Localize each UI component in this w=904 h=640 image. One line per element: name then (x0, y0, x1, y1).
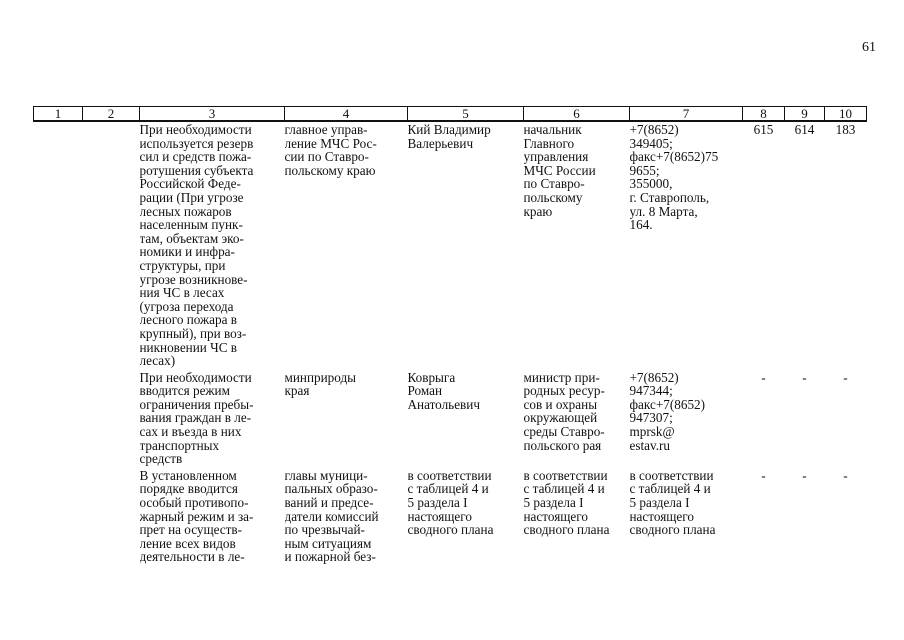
measure-cell: При необходимости используется резерв сил и средств пожа- ротушения субъекта Российской Феде- рации (При угрозе лесных пожаров населенным пунк- там, объектам эко- номики и инфра- структуры, при угрозе возникнове- ния ЧС в лесах (угроза перехода лесного пожара в крупный), при воз- никновении ЧС в лесах) (139, 122, 254, 369)
measure-cell: При необходимости вводится режим ограничения пребы- вания граждан в ле- сах и въезда в них транспортных средств (139, 369, 254, 467)
position-cell: начальник Главного управления МЧС России по Ставро- польскому краю (523, 122, 596, 219)
position-cell: министр при- родных ресур- сов и охраны окружающей среды Ставро- польского рая (523, 369, 605, 453)
count-cell-8: - (761, 467, 766, 483)
organization-cell: минприроды края (284, 369, 357, 399)
count-cell-8: 615 (753, 122, 774, 137)
table-row (34, 468, 867, 566)
count-cell-9: 614 (794, 122, 815, 137)
contacts-cell: +7(8652) 947344; факс+7(8652) 947307; mprsk@ estav.ru (629, 369, 706, 453)
column-header: 9 (785, 107, 825, 122)
count-cell-9: - (802, 467, 807, 483)
column-header: 10 (825, 107, 867, 122)
column-header: 3 (140, 107, 285, 122)
count-cell-10: - (843, 369, 848, 385)
responsible-person-cell: в соответствии с таблицей 4 и 5 раздела I настоящего сводного плана (407, 467, 494, 538)
column-header: 6 (524, 107, 630, 122)
column-header: 4 (285, 107, 408, 122)
header-row (34, 107, 867, 122)
column-header: 7 (630, 107, 743, 122)
measure-cell: В установленном порядке вводится особый противопо- жарный режим и за- прет на осуществ- ление всех видов деятельности в ле- (139, 467, 254, 565)
organization-cell: главы муници- пальных образо- ваний и предсе- датели комиссий по чрезвычай- ным ситуациям и пожарной без- (284, 467, 379, 565)
contacts-cell: в соответствии с таблицей 4 и 5 раздела I настоящего сводного плана (629, 467, 716, 538)
table-row (34, 370, 867, 468)
page-number: 61 (862, 40, 876, 55)
count-cell-10: 183 (835, 122, 856, 137)
responsible-person-cell: Кий Владимир Валерьевич (407, 122, 491, 151)
count-cell-10: - (843, 467, 848, 483)
column-header: 8 (743, 107, 785, 122)
column-header: 2 (83, 107, 140, 122)
count-cell-8: - (761, 369, 766, 385)
position-cell: в соответствии с таблицей 4 и 5 раздела I настоящего сводного плана (523, 467, 610, 538)
contacts-cell: +7(8652) 349405; факс+7(8652)75 9655; 355000, г. Ставрополь, ул. 8 Марта, 164. (629, 122, 719, 233)
responsible-person-cell: Коврыга Роман Анатольевич (407, 369, 480, 412)
count-cell-9: - (802, 369, 807, 385)
table-row (34, 121, 867, 370)
column-header: 1 (34, 107, 83, 122)
resources-table (33, 106, 867, 566)
organization-cell: главное управ- ление МЧС Рос- сии по Ставро- польскому краю (284, 122, 377, 178)
column-header: 5 (408, 107, 524, 122)
